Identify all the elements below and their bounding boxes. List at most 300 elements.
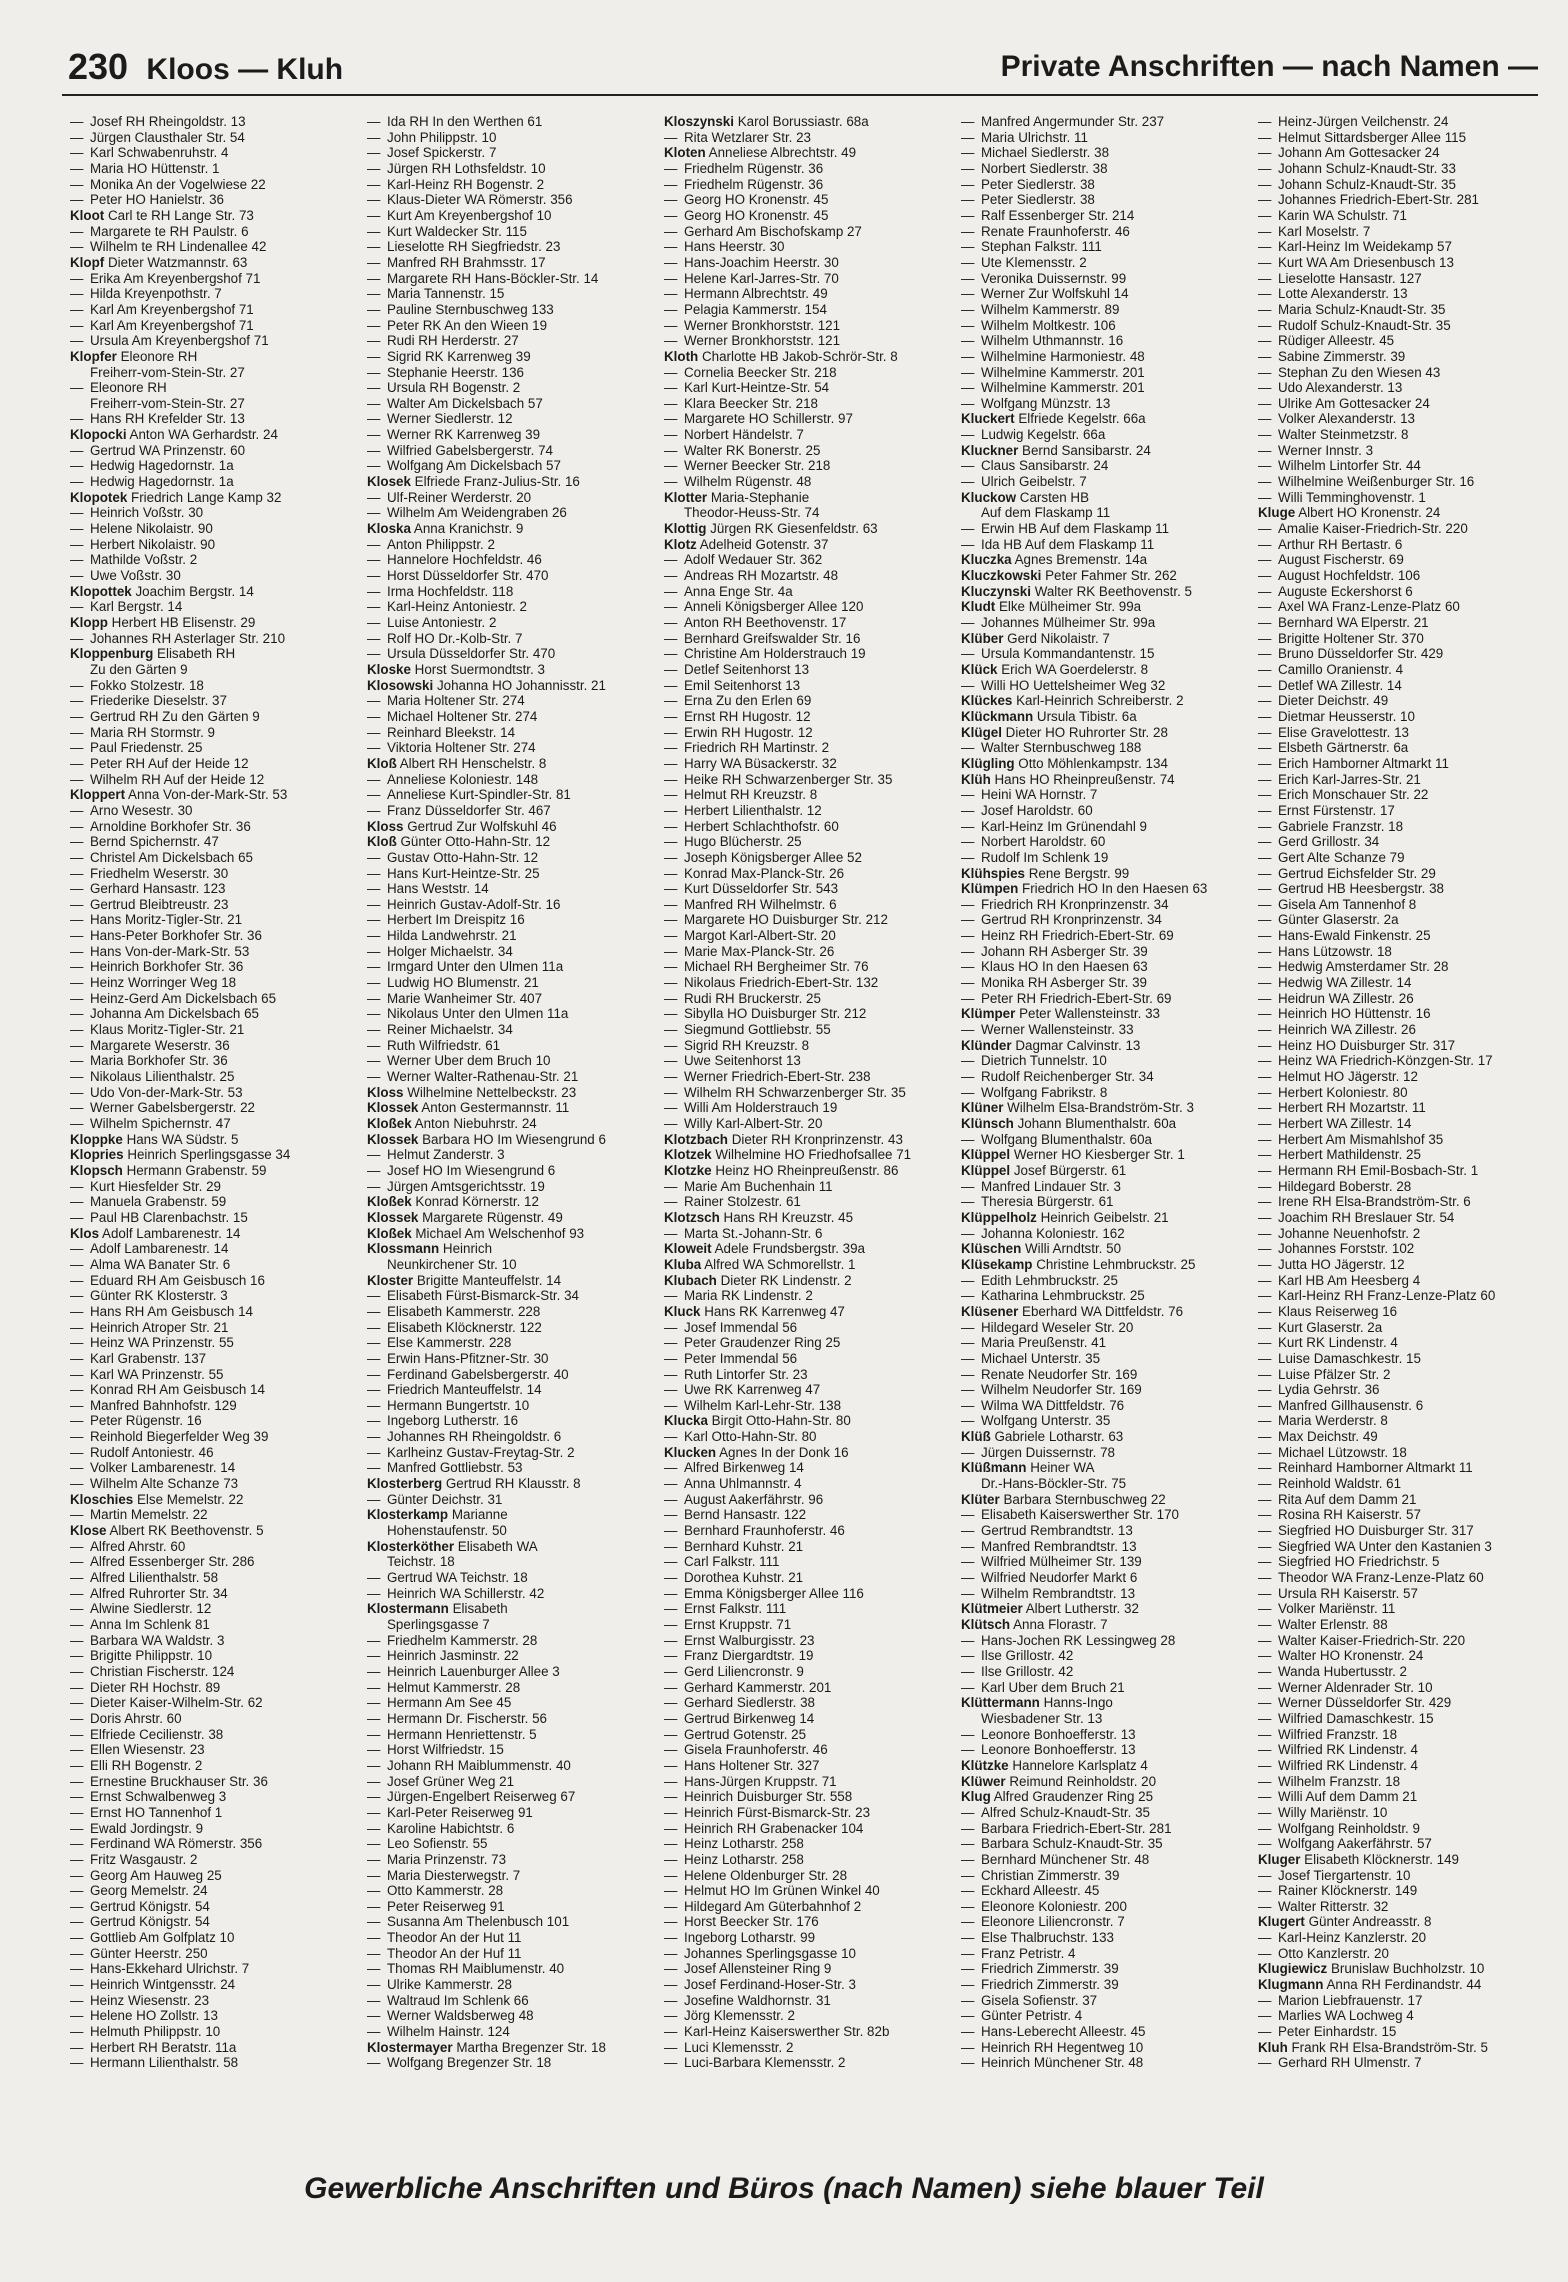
dash-marker: — bbox=[961, 912, 975, 928]
dash-marker: — bbox=[70, 1930, 84, 1946]
entry-text: Uwe RK Karrenweg 47 bbox=[684, 1382, 821, 1398]
dash-marker: — bbox=[961, 1084, 975, 1100]
entry-text: Günter Otto-Hahn-Str. 12 bbox=[400, 834, 551, 850]
list-item bbox=[961, 1367, 1258, 1383]
dash-marker: — bbox=[961, 223, 975, 239]
entry-text: Wilhelm te RH Lindenallee 42 bbox=[90, 239, 267, 255]
entry-text: Helmut Sittardsberger Allee 115 bbox=[1278, 129, 1467, 145]
list-item bbox=[1258, 490, 1555, 506]
list-item bbox=[961, 803, 1258, 819]
dash-marker: — bbox=[961, 270, 975, 286]
dash-marker: — bbox=[1258, 176, 1272, 192]
entry-text: Auf dem Flaskamp 11 bbox=[981, 505, 1111, 521]
surname: Klopottek bbox=[70, 583, 132, 599]
surname: Klosowski bbox=[367, 677, 434, 693]
dash-marker: — bbox=[961, 301, 975, 317]
directory-column bbox=[664, 114, 961, 2154]
entry-text: Wilfried Neudorfer Markt 6 bbox=[981, 1570, 1138, 1586]
entry-text: Edith Lehmbruckstr. 25 bbox=[981, 1272, 1118, 1288]
entry-text: Marion Liebfrauenstr. 17 bbox=[1278, 1992, 1423, 2008]
entry-text: Karl-Heinz RH Franz-Lenze-Platz 60 bbox=[1278, 1288, 1496, 1304]
dash-marker: — bbox=[664, 1006, 678, 1022]
list-item bbox=[367, 1210, 664, 1226]
list-item bbox=[664, 1022, 961, 1038]
dash-marker: — bbox=[1258, 1679, 1272, 1695]
list-item bbox=[1258, 1053, 1555, 1069]
entry-text: Heinz Lotharstr. 258 bbox=[684, 1851, 804, 1867]
list-item bbox=[961, 145, 1258, 161]
list-item bbox=[961, 850, 1258, 866]
entry-text: Werner Bronkhorststr. 121 bbox=[684, 333, 841, 349]
entry-text: Harry WA Büsackerstr. 32 bbox=[684, 755, 837, 771]
entry-text: Heiner WA bbox=[1030, 1460, 1095, 1476]
dash-marker: — bbox=[367, 928, 381, 944]
list-item bbox=[961, 1961, 1258, 1977]
list-item bbox=[1258, 114, 1555, 130]
entry-text: Karl Grabenstr. 137 bbox=[90, 1350, 207, 1366]
entry-text: Ingeborg Lotharstr. 99 bbox=[684, 1930, 816, 1946]
entry-text: Erich Monschauer Str. 22 bbox=[1278, 787, 1429, 803]
list-item bbox=[70, 1570, 367, 1586]
dash-marker: — bbox=[961, 521, 975, 537]
dash-marker: — bbox=[664, 1350, 678, 1366]
entry-text: Werner Aldenrader Str. 10 bbox=[1278, 1679, 1433, 1695]
dash-marker: — bbox=[961, 2008, 975, 2024]
list-item bbox=[70, 239, 367, 255]
list-item bbox=[367, 1038, 664, 1054]
list-item bbox=[70, 1554, 367, 1570]
list-item bbox=[1258, 255, 1555, 271]
list-item bbox=[1258, 787, 1555, 803]
entry-text: Wilhelm Alte Schanze 73 bbox=[90, 1476, 239, 1492]
dash-marker: — bbox=[1258, 1789, 1272, 1805]
dash-marker: — bbox=[664, 1491, 678, 1507]
list-item bbox=[70, 365, 367, 381]
surname: Kloster bbox=[367, 1272, 414, 1288]
list-item bbox=[664, 1601, 961, 1617]
list-item bbox=[961, 631, 1258, 647]
list-item bbox=[70, 709, 367, 725]
list-item bbox=[1258, 1163, 1555, 1179]
dash-marker: — bbox=[367, 1992, 381, 2008]
list-item bbox=[367, 1977, 664, 1993]
entry-text: Friedrich Zimmerstr. 39 bbox=[981, 1977, 1119, 1993]
entry-text: Werner Waldsberweg 48 bbox=[387, 2008, 534, 2024]
list-item bbox=[70, 1116, 367, 1132]
list-item bbox=[70, 1617, 367, 1633]
entry-text: Wilfried RK Lindenstr. 4 bbox=[1278, 1742, 1418, 1758]
list-item bbox=[70, 693, 367, 709]
list-item bbox=[70, 1774, 367, 1790]
entry-text: Christine Lehmbruckstr. 25 bbox=[1036, 1256, 1196, 1272]
entry-text: Dieter RH Kronprinzenstr. 43 bbox=[731, 1131, 903, 1147]
list-item bbox=[70, 1523, 367, 1539]
list-item bbox=[1258, 130, 1555, 146]
entry-text: Else Kammerstr. 228 bbox=[387, 1335, 512, 1351]
entry-text: Wiesbadener Str. 13 bbox=[981, 1710, 1103, 1726]
list-item bbox=[664, 411, 961, 427]
dash-marker: — bbox=[367, 1961, 381, 1977]
entry-text: Uwe Voßstr. 30 bbox=[90, 568, 181, 584]
entry-text: Nikolaus Friedrich-Ebert-Str. 132 bbox=[684, 975, 879, 991]
entry-text: Kurt Hiesfelder Str. 29 bbox=[90, 1178, 221, 1194]
page-header bbox=[62, 36, 1538, 96]
entry-text: Barbara WA Waldstr. 3 bbox=[90, 1632, 225, 1648]
list-item bbox=[961, 772, 1258, 788]
list-item bbox=[664, 803, 961, 819]
surname: Klüwer bbox=[961, 1773, 1006, 1789]
entry-text: Walter Erlenstr. 88 bbox=[1278, 1617, 1388, 1632]
dash-marker: — bbox=[70, 1194, 84, 1210]
dash-marker: — bbox=[961, 818, 975, 834]
list-item bbox=[961, 897, 1258, 913]
dash-marker: — bbox=[961, 1053, 975, 1069]
list-item bbox=[1258, 1758, 1555, 1774]
surname: Klüsener bbox=[961, 1303, 1019, 1319]
list-item bbox=[367, 161, 664, 177]
entry-text: Kurt Waldecker Str. 115 bbox=[387, 223, 527, 239]
list-item bbox=[664, 1367, 961, 1383]
entry-text: Helmut RH Kreuzstr. 8 bbox=[684, 787, 818, 803]
entry-text: Karl-Heinz Kaiserswerther Str. 82b bbox=[684, 2024, 890, 2040]
list-item bbox=[70, 1194, 367, 1210]
list-item bbox=[70, 1241, 367, 1257]
entry-text: Volker Mariënstr. 11 bbox=[1278, 1601, 1396, 1617]
entry-text: Thomas RH Maiblumenstr. 40 bbox=[387, 1961, 565, 1977]
entry-text: Jürgen Amtsgerichtsstr. 19 bbox=[387, 1178, 545, 1194]
list-item bbox=[70, 1304, 367, 1320]
list-item bbox=[1258, 192, 1555, 208]
entry-text: Gustav Otto-Hahn-Str. 12 bbox=[387, 849, 539, 865]
list-item bbox=[1258, 1147, 1555, 1163]
list-item bbox=[664, 1085, 961, 1101]
dash-marker: — bbox=[664, 239, 678, 255]
list-item bbox=[664, 1257, 961, 1273]
dash-marker: — bbox=[70, 881, 84, 897]
dash-marker: — bbox=[961, 990, 975, 1006]
entry-text: Dieter Kaiser-Wilhelm-Str. 62 bbox=[90, 1695, 263, 1711]
dash-marker: — bbox=[664, 333, 678, 349]
entry-text: Rudi RH Herderstr. 27 bbox=[387, 333, 519, 349]
dash-marker: — bbox=[664, 583, 678, 599]
list-item bbox=[70, 928, 367, 944]
entry-text: Gabriele Franzstr. 18 bbox=[1278, 818, 1404, 834]
list-item bbox=[367, 1836, 664, 1852]
dash-marker: — bbox=[961, 1804, 975, 1820]
list-item bbox=[367, 959, 664, 975]
list-item bbox=[664, 1664, 961, 1680]
list-item bbox=[961, 224, 1258, 240]
dash-marker: — bbox=[961, 1663, 975, 1679]
entry-text: Peter Fahmer Str. 262 bbox=[1045, 568, 1177, 584]
dash-marker: — bbox=[70, 818, 84, 834]
list-item bbox=[961, 725, 1258, 741]
entry-text: Holger Michaelstr. 34 bbox=[387, 943, 513, 959]
list-item bbox=[367, 1633, 664, 1649]
entry-text: Johannes RH Rheingoldstr. 6 bbox=[387, 1429, 562, 1445]
list-item bbox=[70, 1335, 367, 1351]
list-item bbox=[961, 912, 1258, 928]
entry-text: Johanna Koloniestr. 162 bbox=[981, 1225, 1125, 1241]
list-item bbox=[664, 1695, 961, 1711]
entry-text: Hans-Peter Borkhofer Str. 36 bbox=[90, 928, 262, 944]
entry-text: Sperlingsgasse 7 bbox=[387, 1617, 490, 1632]
list-item bbox=[961, 693, 1258, 709]
list-item bbox=[70, 866, 367, 882]
list-item bbox=[367, 1226, 664, 1242]
list-item bbox=[70, 1351, 367, 1367]
entry-text: Peter Graudenzer Ring 25 bbox=[684, 1335, 841, 1351]
list-item bbox=[961, 1445, 1258, 1461]
list-item bbox=[664, 1868, 961, 1884]
directory-column bbox=[70, 114, 367, 2154]
list-item bbox=[1258, 1617, 1555, 1633]
dash-marker: — bbox=[70, 834, 84, 850]
list-item bbox=[70, 1398, 367, 1414]
dash-marker: — bbox=[367, 912, 381, 928]
entry-text: Theresia Bürgerstr. 61 bbox=[981, 1194, 1114, 1210]
list-item bbox=[367, 521, 664, 537]
surname: Kloten bbox=[664, 145, 706, 161]
surname: Klüppel bbox=[961, 1147, 1011, 1163]
entry-text: Gertrud RH Zu den Gärten 9 bbox=[90, 708, 260, 724]
dash-marker: — bbox=[961, 427, 975, 443]
entry-text: Ruth Wilfriedstr. 61 bbox=[387, 1037, 501, 1053]
entry-text: Josef Allensteiner Ring 9 bbox=[684, 1961, 832, 1977]
list-item bbox=[961, 1398, 1258, 1414]
list-item bbox=[961, 1382, 1258, 1398]
surname: Kloweit bbox=[664, 1241, 712, 1257]
entry-text: Karl WA Prinzenstr. 55 bbox=[90, 1366, 224, 1382]
entry-text: Gerd Liliencronstr. 9 bbox=[684, 1663, 804, 1679]
list-item bbox=[961, 1351, 1258, 1367]
dash-marker: — bbox=[70, 1820, 84, 1836]
surname: Klümper bbox=[961, 1006, 1016, 1022]
list-item bbox=[664, 1899, 961, 1915]
surname: Klüschen bbox=[961, 1241, 1022, 1257]
entry-text: Emma Königsberger Allee 116 bbox=[684, 1585, 864, 1601]
dash-marker: — bbox=[664, 552, 678, 568]
entry-text: Sibylla HO Duisburger Str. 212 bbox=[684, 1006, 867, 1022]
entry-text: Marlies WA Lochweg 4 bbox=[1278, 2008, 1414, 2024]
page-number: 230 bbox=[68, 46, 129, 87]
entry-text: Wolfgang Unterstr. 35 bbox=[981, 1413, 1111, 1429]
list-item bbox=[70, 521, 367, 537]
list-item bbox=[367, 208, 664, 224]
entry-text: Karl-Heinz Kanzlerstr. 20 bbox=[1278, 1930, 1427, 1946]
surname: Klotzek bbox=[664, 1147, 712, 1163]
list-item bbox=[961, 615, 1258, 631]
list-item bbox=[961, 349, 1258, 365]
dash-marker: — bbox=[961, 2055, 975, 2071]
list-item bbox=[961, 584, 1258, 600]
list-item bbox=[961, 1429, 1258, 1445]
entry-text: Wilhelm Neudorfer Str. 169 bbox=[981, 1382, 1142, 1398]
dash-marker: — bbox=[70, 1585, 84, 1601]
entry-text: Rita Wetzlarer Str. 23 bbox=[684, 129, 812, 145]
list-item bbox=[70, 1100, 367, 1116]
list-item bbox=[367, 427, 664, 443]
dash-marker: — bbox=[961, 536, 975, 552]
dash-marker: — bbox=[1258, 1554, 1272, 1570]
list-item bbox=[70, 349, 367, 365]
list-item bbox=[70, 1805, 367, 1821]
entry-text: Hans Kurt-Heintze-Str. 25 bbox=[387, 865, 540, 881]
entry-text: Hans Heerstr. 30 bbox=[684, 239, 785, 255]
dash-marker: — bbox=[1258, 755, 1272, 771]
list-item bbox=[961, 1664, 1258, 1680]
dash-marker: — bbox=[664, 1930, 678, 1946]
list-item bbox=[367, 177, 664, 193]
dash-marker: — bbox=[70, 1867, 84, 1883]
list-item bbox=[70, 1476, 367, 1492]
list-item bbox=[367, 1868, 664, 1884]
list-item bbox=[961, 599, 1258, 615]
entry-text: Dieter HO Ruhrorter Str. 28 bbox=[1005, 724, 1168, 740]
entry-text: Else Thalbruchstr. 133 bbox=[981, 1930, 1114, 1946]
entry-text: Hans RH Am Geisbusch 14 bbox=[90, 1303, 253, 1319]
list-item bbox=[70, 318, 367, 334]
list-item bbox=[961, 1758, 1258, 1774]
list-item bbox=[1258, 568, 1555, 584]
entry-text: Gertrud WA Teichstr. 18 bbox=[387, 1570, 528, 1586]
dash-marker: — bbox=[70, 1757, 84, 1773]
dash-marker: — bbox=[961, 380, 975, 396]
list-item bbox=[70, 396, 367, 412]
dash-marker: — bbox=[70, 286, 84, 302]
entry-text: Adelheid Gotenstr. 37 bbox=[699, 536, 829, 552]
entry-text: Werner RK Karrenweg 39 bbox=[387, 427, 541, 443]
list-item bbox=[367, 411, 664, 427]
entry-text: Peter Siedlerstr. 38 bbox=[981, 176, 1095, 192]
dash-marker: — bbox=[367, 1632, 381, 1648]
entry-text: Gertrud Bleibtreustr. 23 bbox=[90, 896, 229, 912]
entry-text: Carsten HB bbox=[1019, 489, 1090, 505]
dash-marker: — bbox=[961, 1977, 975, 1993]
list-item bbox=[1258, 552, 1555, 568]
list-item bbox=[664, 1398, 961, 1414]
dash-marker: — bbox=[664, 207, 678, 223]
entry-text: Christine Am Holderstrauch 19 bbox=[684, 646, 866, 662]
entry-text: Wilhelm Am Weidengraben 26 bbox=[387, 505, 567, 521]
dash-marker: — bbox=[70, 536, 84, 552]
dash-marker: — bbox=[1258, 1413, 1272, 1429]
entry-text: Alwine Siedlerstr. 12 bbox=[90, 1601, 212, 1617]
dash-marker: — bbox=[367, 990, 381, 1006]
entry-text: Manfred Lindauer Str. 3 bbox=[981, 1178, 1121, 1194]
entry-text: Wolfgang Fabrikstr. 8 bbox=[981, 1084, 1108, 1100]
dash-marker: — bbox=[664, 1116, 678, 1131]
entry-text: Uwe Seitenhorst 13 bbox=[684, 1053, 801, 1069]
entry-text: Heinrich Atroper Str. 21 bbox=[90, 1319, 229, 1335]
entry-text: Gisela Sofienstr. 37 bbox=[981, 1992, 1098, 2008]
list-item bbox=[1258, 615, 1555, 631]
dash-marker: — bbox=[367, 1288, 381, 1304]
entry-text: Walter Sternbuschweg 188 bbox=[981, 740, 1142, 756]
list-item bbox=[70, 1930, 367, 1946]
entry-text: Heinrich HO Hüttenstr. 16 bbox=[1278, 1006, 1431, 1022]
dash-marker: — bbox=[367, 1663, 381, 1679]
list-item bbox=[1258, 709, 1555, 725]
list-item bbox=[664, 693, 961, 709]
list-item bbox=[1258, 1930, 1555, 1946]
entry-text: Kurt Düsseldorfer Str. 543 bbox=[684, 881, 839, 897]
dash-marker: — bbox=[70, 1632, 84, 1648]
dash-marker: — bbox=[70, 1726, 84, 1742]
list-item bbox=[70, 1914, 367, 1930]
dash-marker: — bbox=[961, 1585, 975, 1601]
list-item bbox=[70, 975, 367, 991]
list-item bbox=[664, 192, 961, 208]
entry-text: Viktoria Holtener Str. 274 bbox=[387, 740, 536, 756]
dash-marker: — bbox=[367, 630, 381, 646]
surname: Klosterköther bbox=[367, 1538, 455, 1554]
list-item bbox=[664, 1961, 961, 1977]
list-item bbox=[70, 1053, 367, 1069]
list-item bbox=[70, 302, 367, 318]
entry-text: Siegfried WA Unter den Kastanien 3 bbox=[1278, 1538, 1492, 1554]
dash-marker: — bbox=[70, 990, 84, 1006]
list-item bbox=[1258, 1727, 1555, 1743]
entry-text: Walter RK Beethovenstr. 5 bbox=[1034, 583, 1192, 599]
list-item bbox=[367, 568, 664, 584]
entry-text: Karol Borussiastr. 68a bbox=[737, 114, 869, 129]
list-item bbox=[367, 474, 664, 490]
list-item bbox=[367, 1351, 664, 1367]
entry-text: Peter RH Friedrich-Ebert-Str. 69 bbox=[981, 990, 1172, 1006]
list-item bbox=[664, 1914, 961, 1930]
dash-marker: — bbox=[70, 474, 84, 490]
dash-marker: — bbox=[367, 724, 381, 740]
dash-marker: — bbox=[367, 1147, 381, 1163]
entry-text: Werner Walter-Rathenau-Str. 21 bbox=[387, 1069, 579, 1085]
surname: Kluckert bbox=[961, 411, 1015, 427]
entry-text: Barbara Sternbuschweg 22 bbox=[1003, 1491, 1166, 1507]
list-item bbox=[70, 1993, 367, 2009]
list-item bbox=[70, 584, 367, 600]
list-item bbox=[1258, 646, 1555, 662]
list-item bbox=[367, 1664, 664, 1680]
entry-text: Michael Holtener Str. 274 bbox=[387, 708, 538, 724]
entry-text: Gerhard RH Ulmenstr. 7 bbox=[1278, 2055, 1422, 2071]
dash-marker: — bbox=[367, 881, 381, 897]
list-item bbox=[367, 740, 664, 756]
list-item bbox=[367, 881, 664, 897]
entry-text: Heinrich Münchener Str. 48 bbox=[981, 2055, 1144, 2071]
list-item bbox=[367, 584, 664, 600]
entry-text: Friedhelm Kammerstr. 28 bbox=[387, 1632, 538, 1648]
list-item bbox=[70, 646, 367, 662]
dash-marker: — bbox=[1258, 411, 1272, 427]
dash-marker: — bbox=[664, 223, 678, 239]
entry-text: Bruno Düsseldorfer Str. 429 bbox=[1278, 646, 1444, 662]
list-item bbox=[961, 1836, 1258, 1852]
entry-text: Eleonore Liliencronstr. 7 bbox=[981, 1914, 1125, 1930]
list-item bbox=[70, 631, 367, 647]
dash-marker: — bbox=[70, 1961, 84, 1977]
list-item bbox=[1258, 1367, 1555, 1383]
list-item bbox=[664, 286, 961, 302]
list-item bbox=[70, 912, 367, 928]
list-item bbox=[664, 1351, 961, 1367]
list-item bbox=[961, 302, 1258, 318]
list-item bbox=[961, 1821, 1258, 1837]
list-item bbox=[1258, 631, 1555, 647]
list-item bbox=[367, 1179, 664, 1195]
dash-marker: — bbox=[1258, 521, 1272, 537]
list-item bbox=[664, 1163, 961, 1179]
name-range: Kloos — Kluh bbox=[146, 53, 344, 86]
